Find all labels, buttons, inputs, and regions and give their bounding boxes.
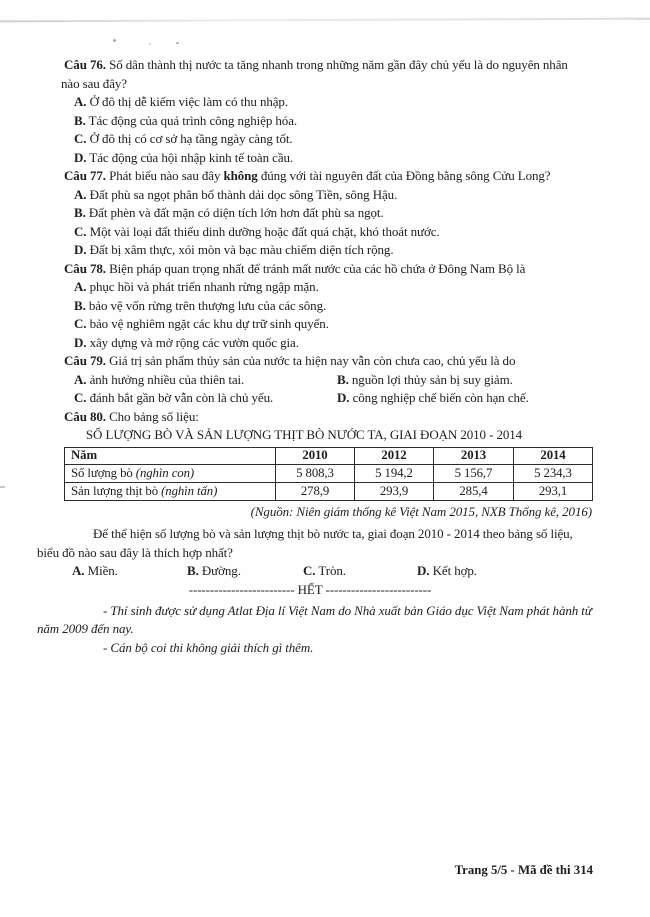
option-label: A.	[72, 563, 85, 578]
option-text: Đất bị xâm thực, xói mòn và bạc màu chiếm diện tích rộng.	[89, 242, 394, 257]
question-text-continued: nào sau đây?	[61, 75, 127, 91]
table-source: (Nguồn: Niên giám thống kê Việt Nam 2015, NXB Thống kê, 2016)	[250, 503, 592, 519]
option-label: B.	[74, 297, 86, 313]
exam-content	[0, 56, 650, 657]
option-b	[61, 297, 620, 316]
table-row	[65, 482, 593, 500]
exam-notes	[37, 602, 595, 658]
table-year-header: 2014	[514, 447, 593, 464]
emphasized-word: không	[223, 168, 258, 183]
option-label: D.	[74, 334, 87, 350]
option-label: B.	[74, 205, 86, 220]
question-80	[61, 408, 620, 427]
question-number: Câu 79.	[64, 353, 106, 368]
row-label	[65, 482, 276, 500]
table-year-header: 2010	[276, 447, 355, 464]
option-label: A.	[74, 279, 87, 294]
option-text: Đất phèn và đất mặn có diện tích lớn hơn đất phù sa ngọt.	[88, 205, 384, 220]
option-d	[337, 389, 529, 408]
option-text: Ở đô thị có cơ sở hạ tầng ngày càng tốt.	[89, 131, 293, 146]
question-number: Câu 76.	[64, 57, 106, 72]
table-header-row	[65, 447, 593, 464]
option-text: Một vài loại đất thiếu dinh dưỡng hoặc đất quá chặt, khó thoát nước.	[89, 223, 440, 239]
candidate-note: - Thí sinh được sử dụng Atlat Địa lí Việt Nam do Nhà xuất bản Giáo dục Việt Nam phát hành từ	[103, 602, 592, 618]
table-corner-header: Năm	[65, 447, 276, 464]
option-d	[61, 241, 620, 260]
option-label: B.	[187, 563, 199, 578]
question-text: Cho bảng số liệu:	[109, 408, 199, 424]
option-label: C.	[74, 223, 87, 239]
row-label-text: Số lượng bò	[71, 465, 133, 480]
question-text: Phát biểu nào sau đây	[109, 168, 224, 183]
option-d	[61, 149, 620, 168]
option-label: C.	[74, 316, 87, 331]
question-79-head	[61, 352, 620, 371]
question-79	[61, 352, 620, 408]
option-text: ảnh hưởng nhiều của thiên tai.	[89, 371, 245, 387]
option-b	[187, 562, 241, 581]
row-unit: (nghìn tấn)	[161, 483, 218, 498]
option-text: Tròn.	[318, 563, 346, 578]
option-text: đánh bắt gần bờ vẫn còn là chủ yếu.	[89, 390, 274, 405]
option-a	[61, 93, 620, 112]
question-text: đúng với tài nguyên đất của Đồng bằng sông Cửu Long?	[257, 168, 551, 183]
row-unit: (nghìn con)	[135, 465, 195, 480]
cell-value: 278,9	[276, 482, 355, 500]
option-label: D.	[417, 563, 430, 578]
option-text: Tác động của hội nhập kinh tế toàn cầu.	[89, 149, 294, 165]
option-label: A.	[74, 371, 87, 387]
question-77-head	[61, 167, 620, 186]
option-a	[61, 278, 620, 297]
option-text: Đường.	[201, 563, 241, 578]
option-a	[72, 562, 118, 581]
option-c	[61, 223, 620, 242]
cell-value: 5 808,3	[276, 464, 355, 482]
candidate-note-continued: năm 2009 đến nay.	[37, 621, 134, 636]
option-text: công nghiệp chế biến còn hạn chế.	[352, 390, 529, 405]
cell-value: 5 156,7	[434, 464, 514, 482]
table-row	[65, 464, 593, 482]
question-number: Câu 80.	[64, 408, 106, 424]
table-year-header: 2013	[434, 447, 514, 464]
bo-data-table	[64, 447, 593, 501]
option-text: Miền.	[87, 563, 118, 578]
option-d	[61, 334, 620, 353]
question-80-continued	[37, 525, 612, 562]
option-label: D.	[337, 390, 350, 405]
option-label: C.	[74, 131, 87, 146]
option-text: Kết hợp.	[432, 563, 477, 578]
row-label	[65, 464, 276, 482]
option-text: Đất phù sa ngọt phân bố thành dải dọc sông Tiền, sông Hậu.	[89, 186, 398, 202]
option-text: bảo vệ nghiêm ngặt các khu dự trữ sinh quyển.	[89, 316, 329, 331]
option-c	[61, 315, 620, 334]
cell-value: 285,4	[434, 482, 514, 500]
question-78	[61, 260, 620, 353]
option-label: C.	[74, 390, 87, 405]
option-label: C.	[303, 563, 316, 578]
option-text: Ở đô thị dễ kiếm việc làm có thu nhập.	[89, 94, 288, 109]
question-77	[61, 167, 620, 260]
question-76-head	[61, 56, 620, 75]
cell-value: 293,9	[355, 482, 434, 500]
option-label: A.	[74, 186, 87, 202]
option-a	[61, 186, 620, 205]
option-label: D.	[74, 149, 87, 165]
question-78-head	[61, 260, 620, 279]
end-marker: ------------------------- HẾT -------------------------	[188, 582, 432, 597]
question-number: Câu 77.	[64, 168, 106, 183]
option-label: D.	[74, 242, 87, 257]
cell-value: 5 234,3	[514, 464, 593, 482]
option-row	[61, 371, 620, 390]
option-a	[61, 371, 337, 390]
option-d	[417, 562, 477, 581]
question-text: Số dân thành thị nước ta tăng nhanh trong những năm gần đây chủ yếu là do nguyên nhân	[109, 57, 568, 72]
followup-text: Để thể hiện số lượng bò và sản lượng thịt bò nước ta, giai đoạn 2010 - 2014 theo bảng số liệu,	[93, 526, 573, 541]
ink-speck	[176, 42, 179, 44]
data-table-title: SỐ LƯỢNG BÒ VÀ SẢN LƯỢNG THỊT BÒ NƯỚC TA, GIAI ĐOẠN 2010 - 2014	[85, 427, 523, 442]
option-text: xây dựng và mở rộng các vườn quốc gia.	[89, 334, 299, 350]
cell-value: 5 194,2	[355, 464, 434, 482]
chart-options-row	[0, 562, 650, 581]
option-text: phục hồi và phát triển nhanh rừng ngập mặn.	[89, 279, 319, 294]
data-table-wrap	[64, 447, 650, 501]
cell-value: 293,1	[514, 482, 593, 500]
followup-text-continued: biểu đồ nào sau đây là thích hợp nhất?	[37, 544, 233, 560]
option-label: A.	[74, 94, 87, 109]
table-year-header: 2012	[355, 447, 434, 464]
scan-edge-artifact	[0, 18, 650, 22]
row-label-text: Sản lượng thịt bò	[71, 483, 159, 498]
ink-speck	[149, 43, 151, 45]
option-label: B.	[337, 371, 349, 387]
option-c	[61, 389, 337, 408]
option-b	[337, 371, 513, 390]
option-c	[303, 562, 346, 581]
option-b	[61, 204, 620, 223]
option-text: Tác động của quá trình công nghiệp hóa.	[88, 112, 298, 128]
option-c	[61, 130, 620, 149]
page-footer: Trang 5/5 - Mã đề thi 314	[454, 863, 593, 877]
question-text: Biện pháp quan trọng nhất để tránh mất nước của các hồ chứa ở Đông Nam Bộ là	[109, 260, 526, 276]
question-80-head	[61, 408, 620, 427]
option-row	[61, 389, 620, 408]
option-b	[61, 112, 620, 131]
ink-speck	[113, 39, 116, 42]
question-text: Giá trị sản phẩm thủy sản của nước ta hiện nay vẫn còn chưa cao, chủ yếu là do	[109, 353, 516, 368]
question-number: Câu 78.	[64, 260, 106, 276]
option-text: nguồn lợi thủy sản bị suy giảm.	[351, 371, 513, 387]
proctor-note: - Cán bộ coi thi không giải thích gì thêm.	[103, 639, 314, 655]
option-label: B.	[74, 112, 86, 128]
option-text: bảo vệ vốn rừng trên thượng lưu của các sông.	[88, 297, 327, 313]
question-76	[61, 56, 620, 167]
